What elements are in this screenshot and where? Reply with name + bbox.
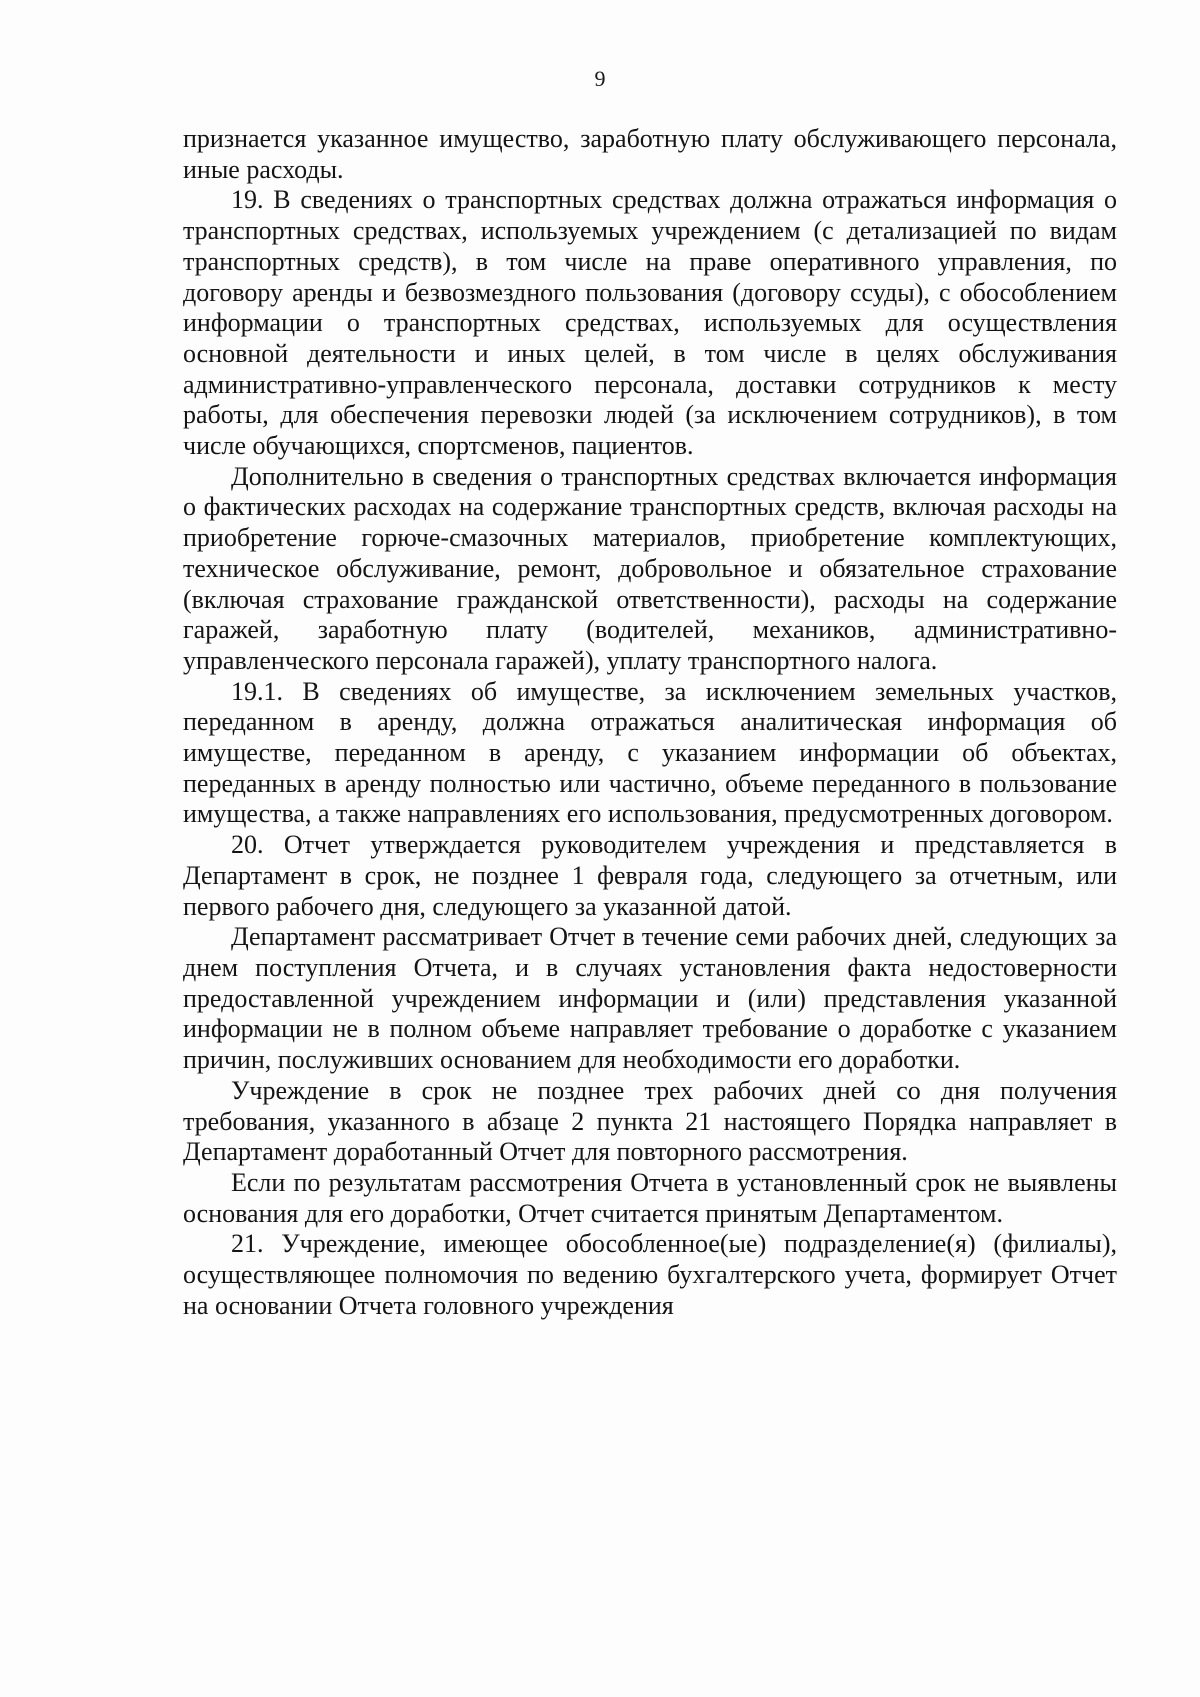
paragraph: Дополнительно в сведения о транспортных средствах включается информация о фактических расходах на содержание транспортных средств, включая расходы на приобретение горюче-смазочных материалов, приобретение комплектующих, техническое обслуживание, ремонт, добровольное и обязательное страхование (включая страхование гражданской ответственности), расходы на содержание гаражей, заработную плату (водителей, механиков, административно-управленческого персонала гаражей), уплату транспортного налога. bbox=[183, 461, 1117, 675]
page-number: 9 bbox=[594, 66, 606, 91]
paragraph: 20. Отчет утверждается руководителем учреждения и представляется в Департамент в срок, не позднее 1 февраля года, следующего за отчетным, или первого рабочего дня, следующего за указанной датой. bbox=[183, 830, 1117, 921]
paragraph: Учреждение в срок не позднее трех рабочих дней со дня получения требования, указанного в абзаце 2 пункта 21 настоящего Порядка направляет в Департамент доработанный Отчет для повторного рассмотрения. bbox=[183, 1075, 1117, 1167]
paragraph: Департамент рассматривает Отчет в течение семи рабочих дней, следующих за днем поступления Отчета, и в случаях установления факта недостоверности предоставленной учреждением информации и (или) представления указанной информации не в полном объеме направляет требование о доработке с указанием причин, послуживших основанием для необходимости его доработки. bbox=[183, 922, 1117, 1075]
paragraph: 21. Учреждение, имеющее обособленное(ые) подразделение(я) (филиалы), осуществляющее полномочия по ведению бухгалтерского учета, формирует Отчет на основании Отчета головного учреждения bbox=[183, 1229, 1117, 1320]
paragraph: признается указанное имущество, заработную плату обслуживающего персонала, иные расходы. bbox=[183, 124, 1117, 184]
document-body bbox=[183, 124, 1117, 1321]
paragraph: 19. В сведениях о транспортных средствах должна отражаться информация о транспортных средствах, используемых учреждением (с детализацией по видам транспортных средств), в том числе на праве оперативного управления, по договору аренды и безвозмездного пользования (договору ссуды), с обособлением информации о транспортных средствах, используемых для осуществления основной деятельности и иных целей, в том числе в целях обслуживания административно-управленческого персонала, доставки сотрудников к месту работы, для обеспечения перевозки людей (за исключением сотрудников), в том числе обучающихся, спортсменов, пациентов. bbox=[183, 185, 1117, 461]
paragraph: Если по результатам рассмотрения Отчета в установленный срок не выявлены основания для его доработки, Отчет считается принятым Департаментом. bbox=[183, 1167, 1117, 1228]
paragraph: 19.1. В сведениях об имуществе, за исключением земельных участков, переданном в аренду, должна отражаться аналитическая информация об имуществе, переданном в аренду, с указанием информации об объектах, переданных в аренду полностью или частично, объеме переданного в пользование имущества, а также направлениях его использования, предусмотренных договором. bbox=[183, 676, 1117, 829]
